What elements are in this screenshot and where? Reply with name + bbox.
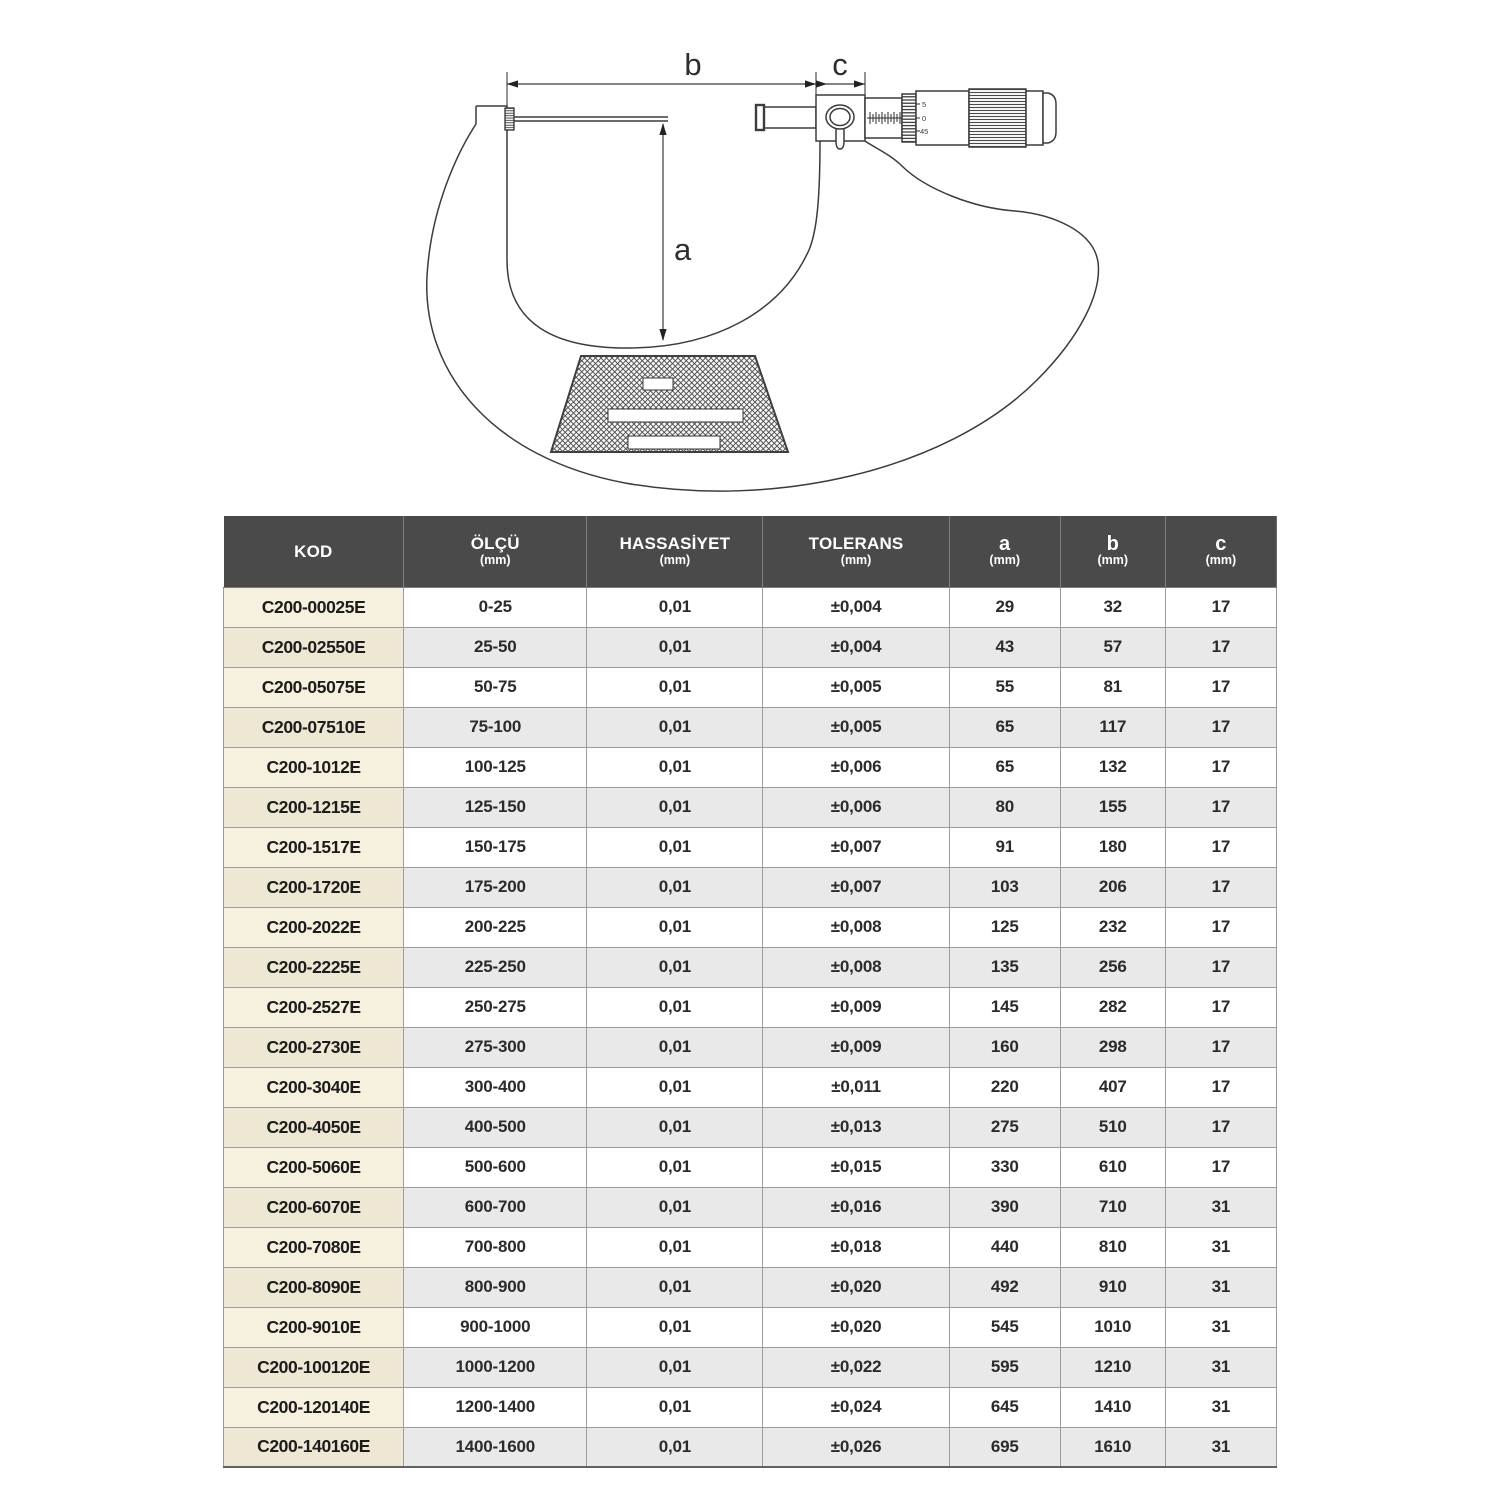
cell-b: 57 [1060, 627, 1165, 667]
cell-a: 65 [949, 707, 1060, 747]
cell-kod: C200-00025E [224, 587, 404, 627]
cell-b: 232 [1060, 907, 1165, 947]
cell-olcu: 75-100 [404, 707, 587, 747]
cell-olcu: 275-300 [404, 1027, 587, 1067]
cell-c: 17 [1165, 1027, 1276, 1067]
cell-c: 17 [1165, 947, 1276, 987]
cell-a: 695 [949, 1427, 1060, 1467]
cell-hassasiyet: 0,01 [587, 1427, 763, 1467]
knurled-grip [969, 89, 1026, 147]
cell-tolerans: ±0,013 [763, 1107, 949, 1147]
anvil-face [505, 108, 514, 130]
cell-b: 81 [1060, 667, 1165, 707]
cell-a: 29 [949, 587, 1060, 627]
cell-a: 91 [949, 827, 1060, 867]
ratchet-cap [1043, 93, 1056, 143]
cell-b: 710 [1060, 1187, 1165, 1227]
table-row [224, 587, 1277, 627]
cell-olcu: 1400-1600 [404, 1427, 587, 1467]
cell-a: 390 [949, 1187, 1060, 1227]
cell-b: 1010 [1060, 1307, 1165, 1347]
table-row [224, 947, 1277, 987]
table-row [224, 667, 1277, 707]
svg-text:0: 0 [922, 114, 927, 123]
cell-tolerans: ±0,005 [763, 667, 949, 707]
cell-olcu: 200-225 [404, 907, 587, 947]
cell-tolerans: ±0,004 [763, 627, 949, 667]
cell-tolerans: ±0,008 [763, 947, 949, 987]
cell-a: 55 [949, 667, 1060, 707]
cell-kod: C200-7080E [224, 1227, 404, 1267]
table-row [224, 1307, 1277, 1347]
cell-kod: C200-1012E [224, 747, 404, 787]
cell-c: 17 [1165, 987, 1276, 1027]
table-row [224, 1147, 1277, 1187]
cell-c: 31 [1165, 1187, 1276, 1227]
lock-lever-inner [830, 109, 850, 126]
cell-a: 492 [949, 1267, 1060, 1307]
cell-c: 17 [1165, 627, 1276, 667]
cell-c: 17 [1165, 707, 1276, 747]
svg-text:5: 5 [922, 100, 927, 109]
cell-a: 440 [949, 1227, 1060, 1267]
cell-tolerans: ±0,009 [763, 987, 949, 1027]
cell-a: 220 [949, 1067, 1060, 1107]
cell-b: 298 [1060, 1027, 1165, 1067]
cell-kod: C200-2527E [224, 987, 404, 1027]
table-row [224, 827, 1277, 867]
cell-hassasiyet: 0,01 [587, 1067, 763, 1107]
cell-kod: C200-05075E [224, 667, 404, 707]
cell-tolerans: ±0,020 [763, 1267, 949, 1307]
header-hassasiyet: HASSASİYET (mm) [587, 516, 763, 587]
cell-c: 17 [1165, 907, 1276, 947]
cell-olcu: 225-250 [404, 947, 587, 987]
micrometer-diagram [403, 28, 1143, 508]
cell-hassasiyet: 0,01 [587, 1227, 763, 1267]
cell-kod: C200-2022E [224, 907, 404, 947]
cell-tolerans: ±0,015 [763, 1147, 949, 1187]
cell-b: 510 [1060, 1107, 1165, 1147]
cell-olcu: 25-50 [404, 627, 587, 667]
cell-hassasiyet: 0,01 [587, 947, 763, 987]
cell-olcu: 150-175 [404, 827, 587, 867]
cell-kod: C200-140160E [224, 1427, 404, 1467]
cell-c: 17 [1165, 1067, 1276, 1107]
cell-b: 1210 [1060, 1347, 1165, 1387]
cell-hassasiyet: 0,01 [587, 1347, 763, 1387]
cell-tolerans: ±0,005 [763, 707, 949, 747]
cell-hassasiyet: 0,01 [587, 627, 763, 667]
cell-tolerans: ±0,026 [763, 1427, 949, 1467]
cell-hassasiyet: 0,01 [587, 747, 763, 787]
measuring-rod [514, 117, 668, 121]
cell-b: 282 [1060, 987, 1165, 1027]
cell-hassasiyet: 0,01 [587, 787, 763, 827]
cell-b: 610 [1060, 1147, 1165, 1187]
header-a: a (mm) [949, 516, 1060, 587]
cell-kod: C200-6070E [224, 1187, 404, 1227]
cell-olcu: 125-150 [404, 787, 587, 827]
cell-kod: C200-2730E [224, 1027, 404, 1067]
cell-c: 17 [1165, 1107, 1276, 1147]
table-row [224, 1067, 1277, 1107]
cell-b: 407 [1060, 1067, 1165, 1107]
cell-tolerans: ±0,006 [763, 787, 949, 827]
cell-c: 17 [1165, 747, 1276, 787]
cell-b: 132 [1060, 747, 1165, 787]
cell-b: 1610 [1060, 1427, 1165, 1467]
table-row [224, 987, 1277, 1027]
cell-olcu: 900-1000 [404, 1307, 587, 1347]
svg-text:b: b [684, 47, 702, 82]
svg-text:45: 45 [920, 127, 929, 136]
cell-a: 80 [949, 787, 1060, 827]
cell-olcu: 700-800 [404, 1227, 587, 1267]
cell-olcu: 100-125 [404, 747, 587, 787]
cell-olcu: 175-200 [404, 867, 587, 907]
table-row [224, 1387, 1277, 1427]
header-kod: KOD [224, 516, 404, 587]
dimension-a [659, 123, 692, 341]
cell-c: 31 [1165, 1347, 1276, 1387]
cell-kod: C200-02550E [224, 627, 404, 667]
cell-tolerans: ±0,006 [763, 747, 949, 787]
cell-olcu: 300-400 [404, 1067, 587, 1107]
header-tolerans: TOLERANS (mm) [763, 516, 949, 587]
cell-kod: C200-100120E [224, 1347, 404, 1387]
dimension-c [816, 47, 865, 95]
cell-c: 31 [1165, 1267, 1276, 1307]
cell-b: 206 [1060, 867, 1165, 907]
cell-hassasiyet: 0,01 [587, 907, 763, 947]
cell-olcu: 1200-1400 [404, 1387, 587, 1427]
table-row [224, 1027, 1277, 1067]
cell-b: 910 [1060, 1267, 1165, 1307]
cell-kod: C200-2225E [224, 947, 404, 987]
table-row [224, 1347, 1277, 1387]
cell-a: 65 [949, 747, 1060, 787]
cell-hassasiyet: 0,01 [587, 1307, 763, 1347]
cell-hassasiyet: 0,01 [587, 1267, 763, 1307]
spindle-assembly [756, 89, 1056, 149]
cell-c: 31 [1165, 1387, 1276, 1427]
cell-kod: C200-07510E [224, 707, 404, 747]
cell-tolerans: ±0,024 [763, 1387, 949, 1427]
cell-kod: C200-8090E [224, 1267, 404, 1307]
cell-tolerans: ±0,011 [763, 1067, 949, 1107]
spec-table-header [224, 516, 1277, 587]
cell-a: 275 [949, 1107, 1060, 1147]
cell-olcu: 250-275 [404, 987, 587, 1027]
cell-tolerans: ±0,022 [763, 1347, 949, 1387]
cell-b: 256 [1060, 947, 1165, 987]
table-row [224, 627, 1277, 667]
cell-tolerans: ±0,009 [763, 1027, 949, 1067]
cell-olcu: 500-600 [404, 1147, 587, 1187]
cell-c: 17 [1165, 667, 1276, 707]
cell-hassasiyet: 0,01 [587, 987, 763, 1027]
header-b: b (mm) [1060, 516, 1165, 587]
header-olcu: ÖLÇÜ (mm) [404, 516, 587, 587]
cell-kod: C200-120140E [224, 1387, 404, 1427]
cell-a: 103 [949, 867, 1060, 907]
cell-tolerans: ±0,007 [763, 867, 949, 907]
cell-kod: C200-1720E [224, 867, 404, 907]
cell-hassasiyet: 0,01 [587, 867, 763, 907]
ratchet-ring [1026, 91, 1043, 145]
svg-text:a: a [674, 232, 692, 267]
cell-hassasiyet: 0,01 [587, 1107, 763, 1147]
cell-hassasiyet: 0,01 [587, 587, 763, 627]
table-row [224, 707, 1277, 747]
cell-hassasiyet: 0,01 [587, 667, 763, 707]
cell-b: 155 [1060, 787, 1165, 827]
cell-olcu: 0-25 [404, 587, 587, 627]
cell-tolerans: ±0,008 [763, 907, 949, 947]
cell-b: 810 [1060, 1227, 1165, 1267]
table-row [224, 1187, 1277, 1227]
cell-a: 135 [949, 947, 1060, 987]
cell-a: 125 [949, 907, 1060, 947]
cell-b: 180 [1060, 827, 1165, 867]
thimble-graduations [902, 94, 916, 142]
table-row [224, 747, 1277, 787]
spec-table [223, 516, 1277, 1468]
spindle-end-cap [756, 105, 764, 130]
cell-b: 117 [1060, 707, 1165, 747]
cell-olcu: 400-500 [404, 1107, 587, 1147]
cell-c: 17 [1165, 827, 1276, 867]
cell-a: 645 [949, 1387, 1060, 1427]
cell-hassasiyet: 0,01 [587, 827, 763, 867]
cell-c: 31 [1165, 1307, 1276, 1347]
cell-b: 1410 [1060, 1387, 1165, 1427]
cell-c: 31 [1165, 1227, 1276, 1267]
cell-kod: C200-5060E [224, 1147, 404, 1187]
spec-table-body [224, 587, 1277, 1467]
cell-b: 32 [1060, 587, 1165, 627]
cell-kod: C200-3040E [224, 1067, 404, 1107]
cell-olcu: 600-700 [404, 1187, 587, 1227]
cell-hassasiyet: 0,01 [587, 707, 763, 747]
cell-c: 17 [1165, 867, 1276, 907]
cell-olcu: 800-900 [404, 1267, 587, 1307]
cell-hassasiyet: 0,01 [587, 1027, 763, 1067]
cell-kod: C200-1215E [224, 787, 404, 827]
table-row [224, 1427, 1277, 1467]
svg-text:c: c [832, 47, 848, 82]
cell-tolerans: ±0,018 [763, 1227, 949, 1267]
table-row [224, 867, 1277, 907]
cell-kod: C200-9010E [224, 1307, 404, 1347]
cell-tolerans: ±0,007 [763, 827, 949, 867]
table-row [224, 1267, 1277, 1307]
cell-hassasiyet: 0,01 [587, 1147, 763, 1187]
cell-olcu: 1000-1200 [404, 1347, 587, 1387]
cell-a: 43 [949, 627, 1060, 667]
cell-c: 17 [1165, 1147, 1276, 1187]
table-row [224, 1107, 1277, 1147]
insulator-plate [551, 356, 788, 452]
cell-a: 545 [949, 1307, 1060, 1347]
cell-c: 17 [1165, 787, 1276, 827]
cell-a: 595 [949, 1347, 1060, 1387]
cell-kod: C200-1517E [224, 827, 404, 867]
cell-a: 160 [949, 1027, 1060, 1067]
cell-hassasiyet: 0,01 [587, 1187, 763, 1227]
cell-hassasiyet: 0,01 [587, 1387, 763, 1427]
cell-tolerans: ±0,020 [763, 1307, 949, 1347]
cell-tolerans: ±0,004 [763, 587, 949, 627]
header-c: c (mm) [1165, 516, 1276, 587]
cell-tolerans: ±0,016 [763, 1187, 949, 1227]
table-row [224, 1227, 1277, 1267]
cell-olcu: 50-75 [404, 667, 587, 707]
cell-c: 31 [1165, 1427, 1276, 1467]
cell-a: 145 [949, 987, 1060, 1027]
dimension-b [507, 47, 816, 108]
table-row [224, 907, 1277, 947]
cell-kod: C200-4050E [224, 1107, 404, 1147]
cell-c: 17 [1165, 587, 1276, 627]
cell-a: 330 [949, 1147, 1060, 1187]
table-row [224, 787, 1277, 827]
